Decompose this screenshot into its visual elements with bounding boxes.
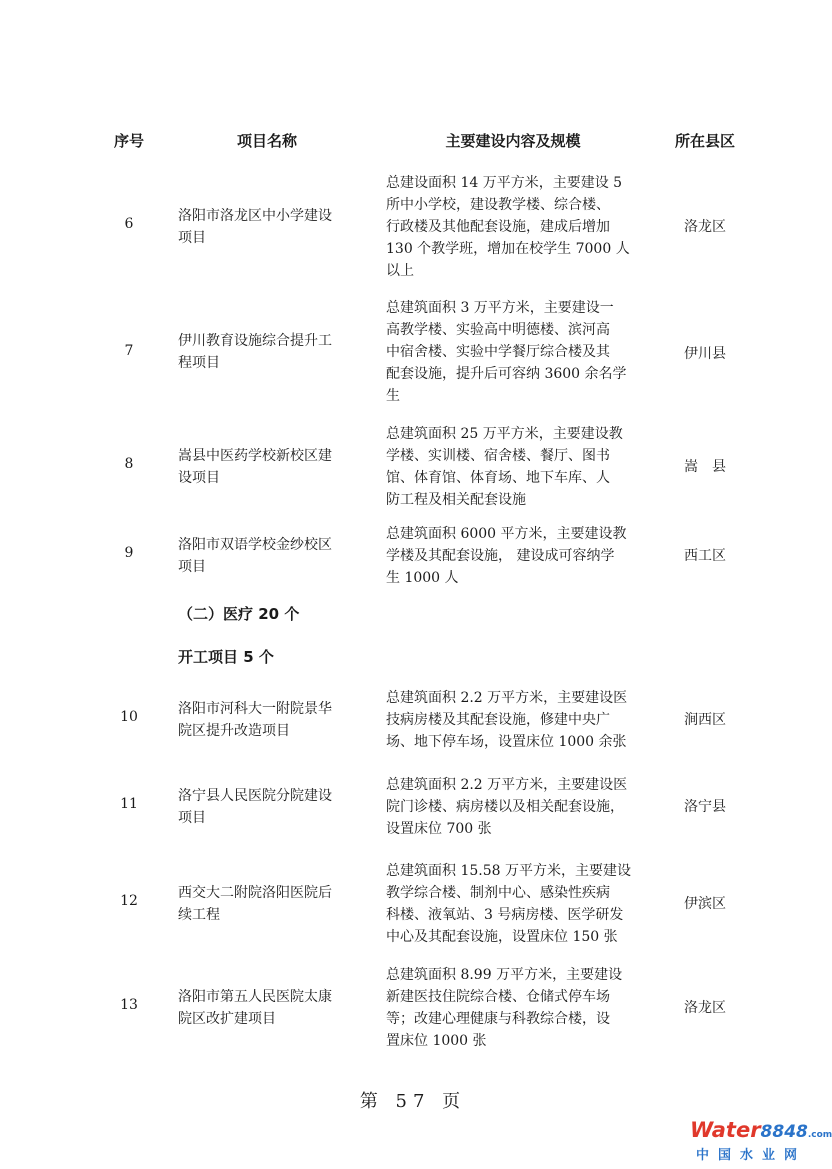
header-district: 所在县区 <box>674 132 735 150</box>
table-row <box>0 523 826 589</box>
section-heading-medical: （二）医疗 20 个 <box>178 605 300 623</box>
project-description: 总建设面积 14 万平方米，主要建设 5 所中小学校，建设教学楼、综合楼、 行政楼及其他配套设施，建成后增加 130 个教学班，增加在校学生 7000 人 以上 <box>386 175 630 279</box>
project-description: 总建筑面积 3 万平方米，主要建设一 高教学楼、实验高中明德楼、滨河高 中宿舍楼、实验中学餐厅综合楼及其 配套设施，提升后可容纳 3600 余名学 生 <box>386 300 627 404</box>
row-number: 10 <box>120 709 138 725</box>
row-number: 13 <box>120 997 138 1013</box>
table-row <box>0 774 826 840</box>
project-name: 西交大二附院洛阳医院后 续工程 <box>178 885 332 923</box>
project-description: 总建筑面积 2.2 万平方米，主要建设医 院门诊楼、病房楼以及相关配套设施， 设置床位 700 张 <box>386 777 628 837</box>
watermark-logo <box>690 1118 832 1164</box>
district: 洛龙区 <box>684 219 726 235</box>
row-number: 9 <box>124 545 134 561</box>
watermark-brand: Water8848.com <box>690 1118 832 1142</box>
row-number: 6 <box>124 216 134 232</box>
table-row <box>0 423 826 511</box>
row-number: 12 <box>120 893 138 909</box>
project-name: 嵩县中医药学校新校区建 设项目 <box>178 448 332 486</box>
table-row <box>0 860 826 948</box>
row-number: 8 <box>124 456 134 472</box>
watermark-tagline: 中国水业网 <box>696 1148 807 1163</box>
district: 西工区 <box>684 548 726 564</box>
row-number: 7 <box>124 343 134 359</box>
project-name: 洛阳市洛龙区中小学建设 项目 <box>178 208 332 246</box>
project-name: 洛阳市双语学校金纱校区 项目 <box>178 537 332 575</box>
row-number: 11 <box>120 796 138 812</box>
page-number: 第 57 页 <box>359 1091 467 1112</box>
project-name: 伊川教育设施综合提升工 程项目 <box>178 333 332 371</box>
table-row <box>0 297 826 407</box>
district: 伊川县 <box>684 346 726 362</box>
project-description: 总建筑面积 6000 平方米，主要建设教 学楼及其配套设施， 建设成可容纳学 生 1000 人 <box>386 526 627 586</box>
project-name: 洛阳市第五人民医院太康 院区改扩建项目 <box>178 989 332 1027</box>
header-content: 主要建设内容及规模 <box>445 132 581 150</box>
project-description: 总建筑面积 8.99 万平方米，主要建设 新建医技住院综合楼、仓储式停车场 等；改建心理健康与科教综合楼，设 置床位 1000 张 <box>386 967 623 1049</box>
project-description: 总建筑面积 25 万平方米，主要建设教 学楼、实训楼、宿舍楼、餐厅、图书 馆、体育馆、体育场、地下车库、人 防工程及相关配套设施 <box>386 426 623 508</box>
table-row <box>0 964 826 1052</box>
district: 洛龙区 <box>684 1000 726 1016</box>
section-heading-started: 开工项目 5 个 <box>178 648 274 666</box>
project-name: 洛阳市河科大一附院景华 院区提升改造项目 <box>178 701 332 739</box>
project-description: 总建筑面积 2.2 万平方米，主要建设医 技病房楼及其配套设施，修建中央广 场、地下停车场，设置床位 1000 余张 <box>386 690 628 750</box>
district: 伊滨区 <box>684 896 726 912</box>
header-name: 项目名称 <box>236 132 297 150</box>
district: 洛宁县 <box>684 799 726 815</box>
project-name: 洛宁县人民医院分院建设 项目 <box>178 788 332 826</box>
project-description: 总建筑面积 15.58 万平方米，主要建设 教学综合楼、制剂中心、感染性疾病 科楼、液氧站、3 号病房楼、医学研发 中心及其配套设施，设置床位 150 张 <box>386 863 631 945</box>
table-row <box>0 172 826 282</box>
header-no: 序号 <box>113 132 144 150</box>
district: 嵩 县 <box>684 459 726 475</box>
district: 涧西区 <box>684 712 726 728</box>
table-row <box>0 687 826 753</box>
